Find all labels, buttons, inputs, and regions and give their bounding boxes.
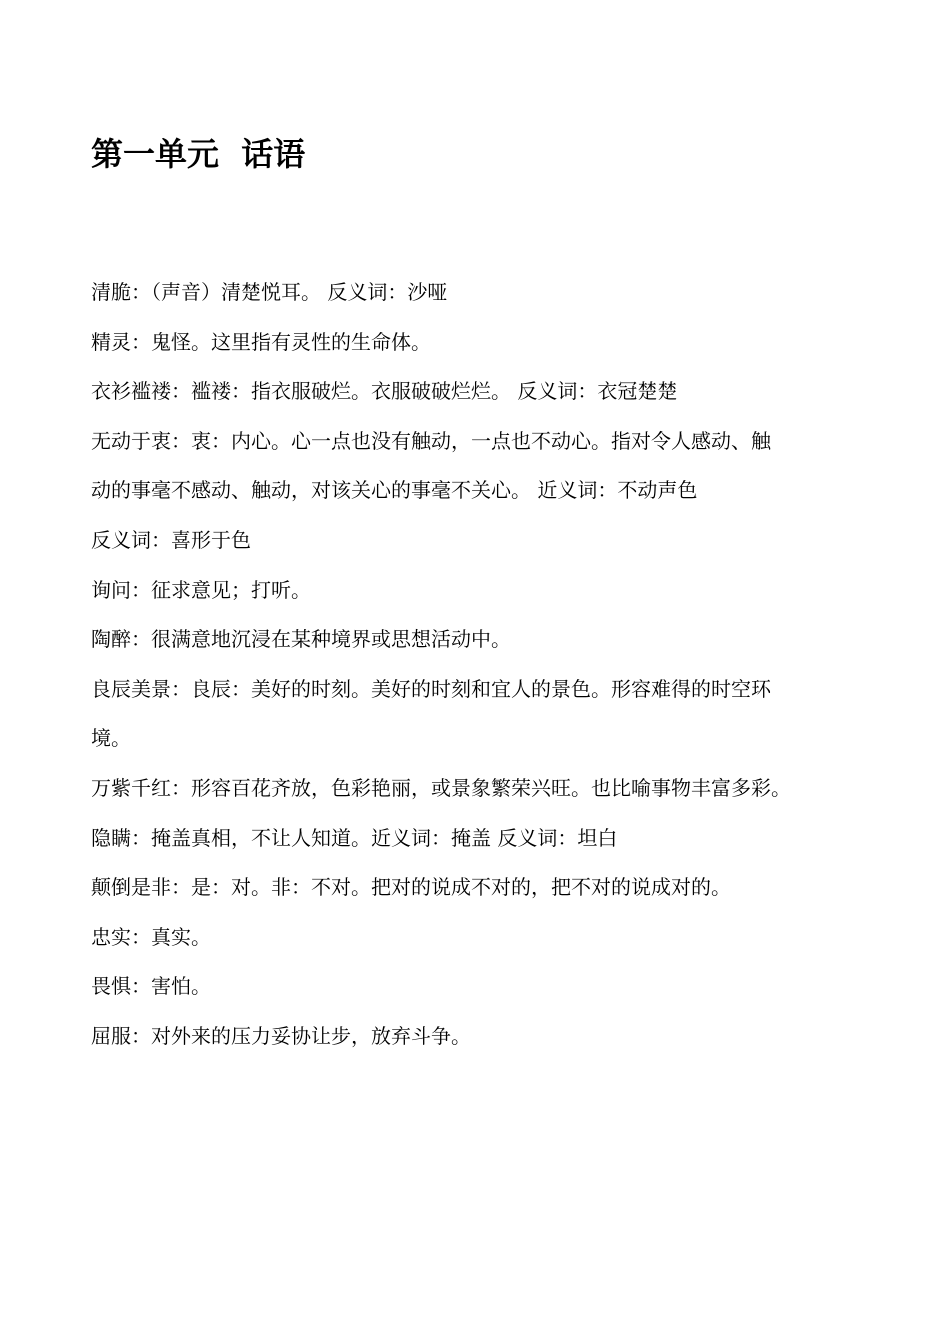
- vocabulary-line: 忠实：真实。: [91, 924, 211, 949]
- vocabulary-line: 清脆：（声音）清楚悦耳。 反义词：沙哑: [91, 280, 448, 304]
- vocabulary-line: 颠倒是非：是：对。非：不对。把对的说成不对的，把不对的说成对的。: [91, 875, 731, 900]
- vocabulary-line: 境。: [91, 726, 131, 751]
- vocabulary-line: 精灵：鬼怪。这里指有灵性的生命体。: [91, 329, 431, 354]
- vocabulary-line: 隐瞒：掩盖真相，不让人知道。近义词：掩盖 反义词：坦白: [91, 825, 618, 850]
- vocabulary-line: 万紫千红：形容百花齐放，色彩艳丽，或景象繁荣兴旺。也比喻事物丰富多彩。: [91, 775, 791, 800]
- vocabulary-list: [91, 268, 863, 1062]
- vocabulary-line: 无动于衷：衷：内心。心一点也没有触动，一点也不动心。指对令人感动、触: [91, 428, 771, 453]
- vocabulary-line: 陶醉：很满意地沉浸在某种境界或思想活动中。: [91, 627, 511, 652]
- page-title: 第一单元 话语: [91, 135, 306, 173]
- vocabulary-line: 衣衫褴褛：褴褛：指衣服破烂。衣服破破烂烂。 反义词：衣冠楚楚: [91, 379, 678, 404]
- vocabulary-line: 畏惧：害怕。: [91, 974, 211, 999]
- vocabulary-line: 询问：征求意见；打听。: [91, 577, 311, 602]
- vocabulary-line: 动的事毫不感动、触动，对该关心的事毫不关心。 近义词：不动声色: [91, 478, 698, 503]
- vocabulary-line: 屈服：对外来的压力妥协让步，放弃斗争。: [91, 1023, 471, 1048]
- vocabulary-line: 良辰美景：良辰：美好的时刻。美好的时刻和宜人的景色。形容难得的时空环: [91, 676, 771, 701]
- vocabulary-line: 反义词：喜形于色: [91, 527, 251, 552]
